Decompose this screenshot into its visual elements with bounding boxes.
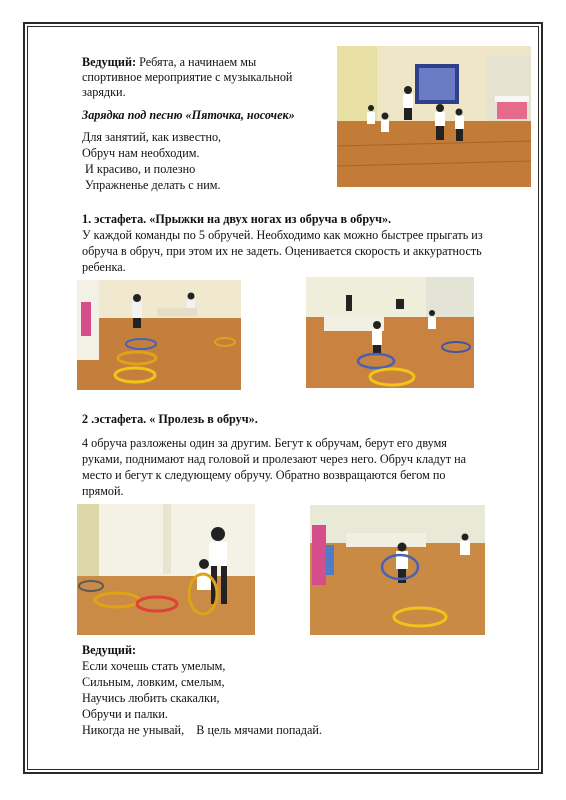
poem1-line-4: Упражненье делать с ним. [82,178,221,192]
closing-line-3: Научись любить скакалки, [82,691,220,705]
relay2-title-text: 2 .эстафета. « Пролезь в обруч». [82,412,258,426]
closing-line-4: Обручи и палки. [82,707,168,721]
relay1-line-2: обруча в обруч, при этом их не задеть. Оценивается скорость и аккуратность [82,244,482,258]
relay1-line-1: У каждой команды по 5 обручей. Необходимо как можно быстрее прыгать из [82,228,483,242]
intro-text-1: Ребята, а начинаем мы [139,55,257,69]
intro-line-3: зарядки. [82,85,126,99]
closing-line-1: Если хочешь стать умелым, [82,659,226,673]
relay2-line-1: 4 обруча разложены один за другим. Бегут к обручам, берут его двумя [82,436,447,450]
relay1-line-3: ребенка. [82,260,126,274]
closing-speaker-text: Ведущий: [82,643,137,657]
closing-line-5: Никогда не унывай, В цель мячами попадай. [82,723,322,737]
relay2-title [82,412,258,427]
intro-speaker: Ведущий: [82,55,137,69]
relay2-line-3: место и бегут к следующему обручу. Обратно возвращаются бегом по [82,468,446,482]
intro-line-2: спортивное мероприятие с музыкальной [82,70,293,84]
photo-crawl-through-hoop-1 [77,504,255,635]
relay1-title [82,212,391,227]
photo-warmup [337,46,531,187]
poem1-line-3: И красиво, и полезно [82,162,196,176]
relay2-line-2: руками, поднимают над головой и пролезают через него. Обруч кладут на [82,452,467,466]
poem1-line-1: Для занятий, как известно, [82,130,222,144]
relay2-line-4: прямой. [82,484,124,498]
closing-line-2: Сильным, ловким, смелым, [82,675,225,689]
photo-jumping-hoops-1 [77,280,241,390]
closing-speaker [82,643,136,658]
relay1-title-text: 1. эстафета. «Прыжки на двух ногах из обруча в обруч». [82,212,392,226]
song-heading: Зарядка под песню «Пяточка, носочек» [82,108,295,122]
intro-line-1 [82,55,256,70]
poem1-line-2: Обруч нам необходим. [82,146,200,160]
photo-crawl-through-hoop-2 [310,505,485,635]
photo-jumping-hoops-2 [306,277,474,388]
